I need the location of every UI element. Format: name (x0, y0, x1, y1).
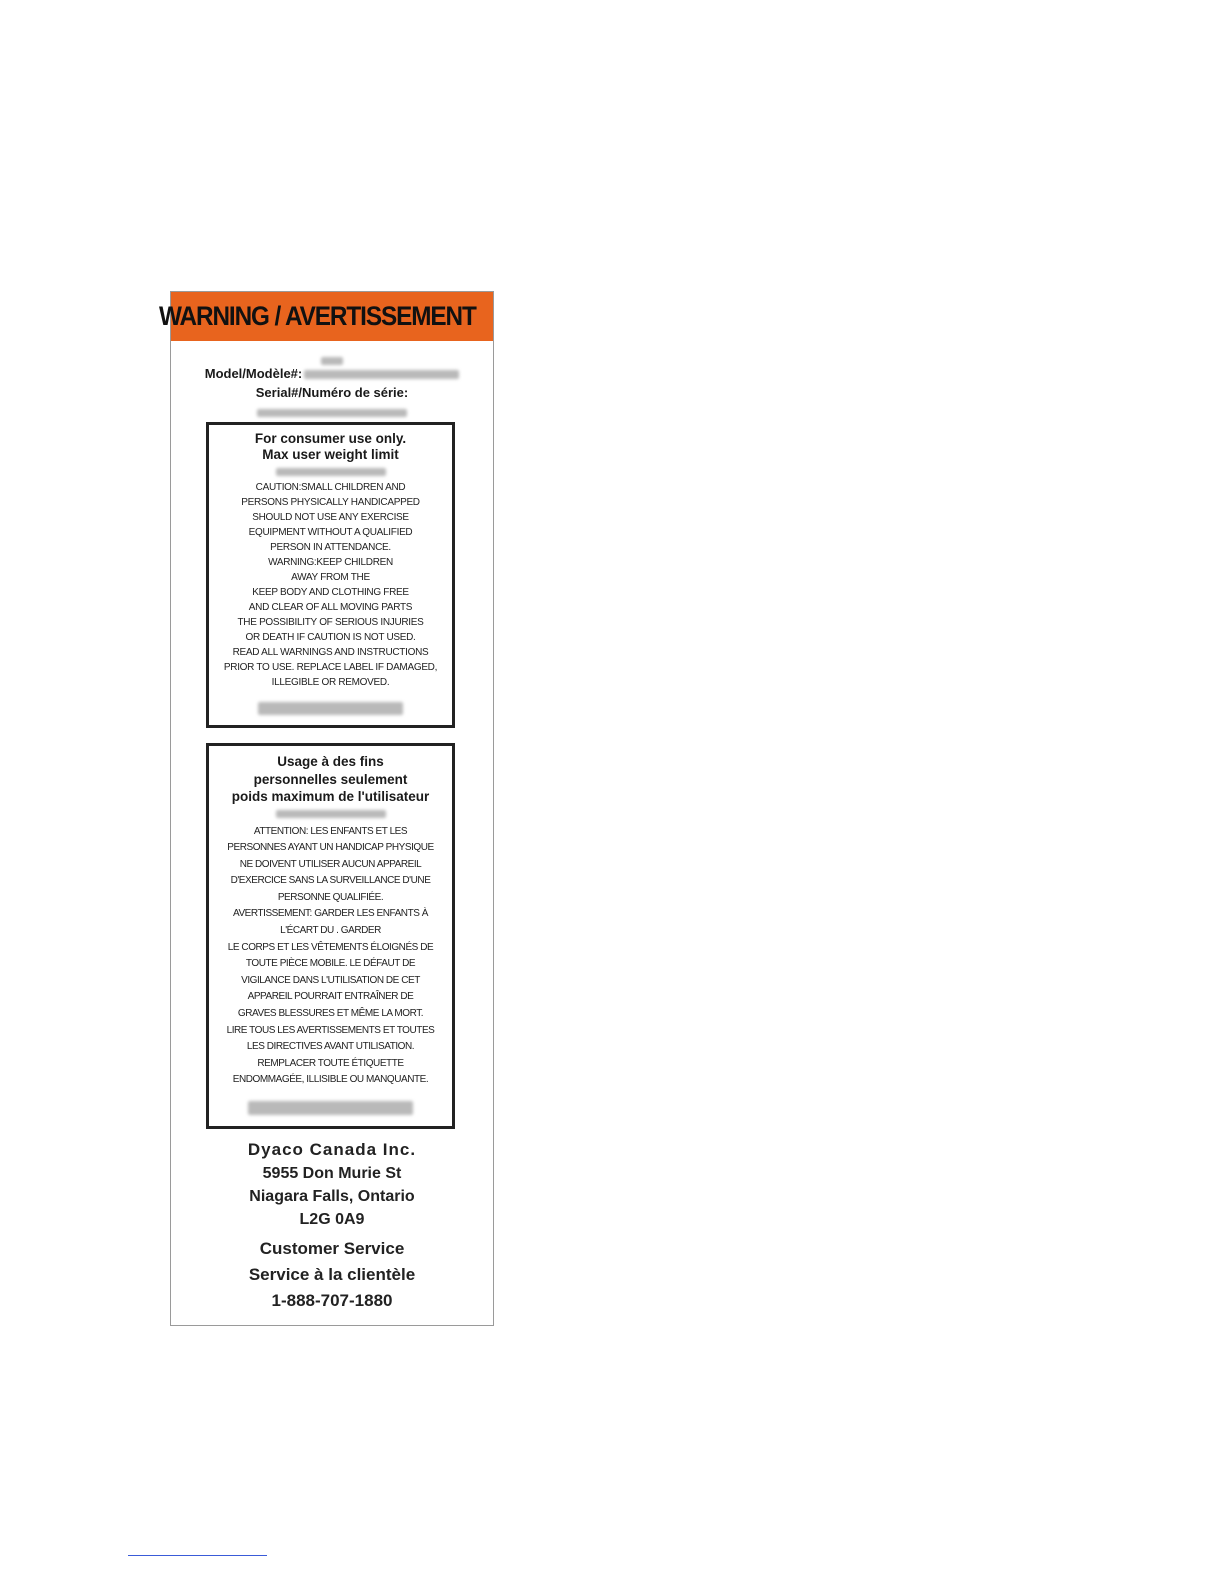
french-heading-1: Usage à des fins (277, 754, 384, 769)
redacted-weight-limit-fr (209, 806, 452, 824)
english-heading-2: Max user weight limit (262, 447, 399, 462)
customer-service-fr: Service à la clientèle (248, 1265, 416, 1284)
redacted-serial-number (171, 404, 493, 422)
redacted-part-number-fr (209, 1099, 452, 1117)
footnote-link-line[interactable] (128, 1555, 267, 1556)
model-line (171, 366, 493, 381)
english-warning-text: CAUTION:SMALL CHILDREN AND PERSONS PHYSICALLY HANDICAPPED SHOULD NOT USE ANY EXERCISE EQUIPMENT WITHOUT A QUALIFIED PERSON IN ATTENDANCE. WARNING:KEEP CHILDREN AWAY FROM THE KEEP BODY AND CLOTHING FREE AND CLEAR OF ALL MOVING PARTS THE POSSIBILITY OF SERIOUS INJURIES OR DEATH IF CAUTION IS NOT USED. READ ALL WARNINGS AND INSTRUCTIONS PRIOR TO USE. REPLACE LABEL IF DAMAGED, ILLEGIBLE OR REMOVED. (223, 482, 438, 688)
redacted-part-number (209, 700, 452, 718)
french-heading-3: poids maximum de l'utilisateur (231, 789, 430, 804)
company-postal: L2G 0A9 (299, 1211, 365, 1228)
redacted-model-number (304, 370, 459, 379)
warning-title: WARNING / AVERTISSEMENT (159, 301, 476, 331)
warning-label (159, 291, 494, 1326)
model-label: Model/Modèle#: (204, 366, 303, 381)
company-street: 5955 Don Murie St (262, 1165, 402, 1182)
french-warning-text: ATTENTION: LES ENFANTS ET LES PERSONNES AYANT UN HANDICAP PHYSIQUE NE DOIVENT UTILISER AUCUN APPAREIL D'EXERCICE SANS LA SURVEILLANCE D'UNE PERSONNE QUALIFIÉE. AVERTISSEMENT: GARDER LES ENFANTS À L'ÉCART DU . GARDER LE CORPS ET LES VÊTEMENTS ÉLOIGNÉS DE TOUTE PIÈCE MOBILE. LE DÉFAUT DE VIGILANCE DANS L'UTILISATION DE CET APPAREIL POURRAIT ENTRAÎNER DE GRAVES BLESSURES ET MÊME LA MORT. LIRE TOUS LES AVERTISSEMENTS ET TOUTES LES DIRECTIVES AVANT UTILISATION. REMPLACER TOUTE ÉTIQUETTE ENDOMMAGÉE, ILLISIBLE OU MANQUANTE. (226, 825, 435, 1086)
french-heading-2: personnelles seulement (253, 771, 408, 787)
company-name: Dyaco Canada Inc. (247, 1140, 417, 1159)
customer-service-phone: 1-888-707-1880 (271, 1291, 393, 1310)
customer-service-en: Customer Service (259, 1239, 405, 1258)
english-warning-box (206, 422, 455, 728)
warning-header-bar (159, 292, 493, 341)
french-warning-box (206, 743, 455, 1129)
company-city: Niagara Falls, Ontario (249, 1188, 415, 1205)
redacted-weight-limit (209, 463, 452, 480)
english-heading-1: For consumer use only. (254, 431, 407, 446)
serial-label: Serial#/Numéro de série: (255, 385, 409, 400)
